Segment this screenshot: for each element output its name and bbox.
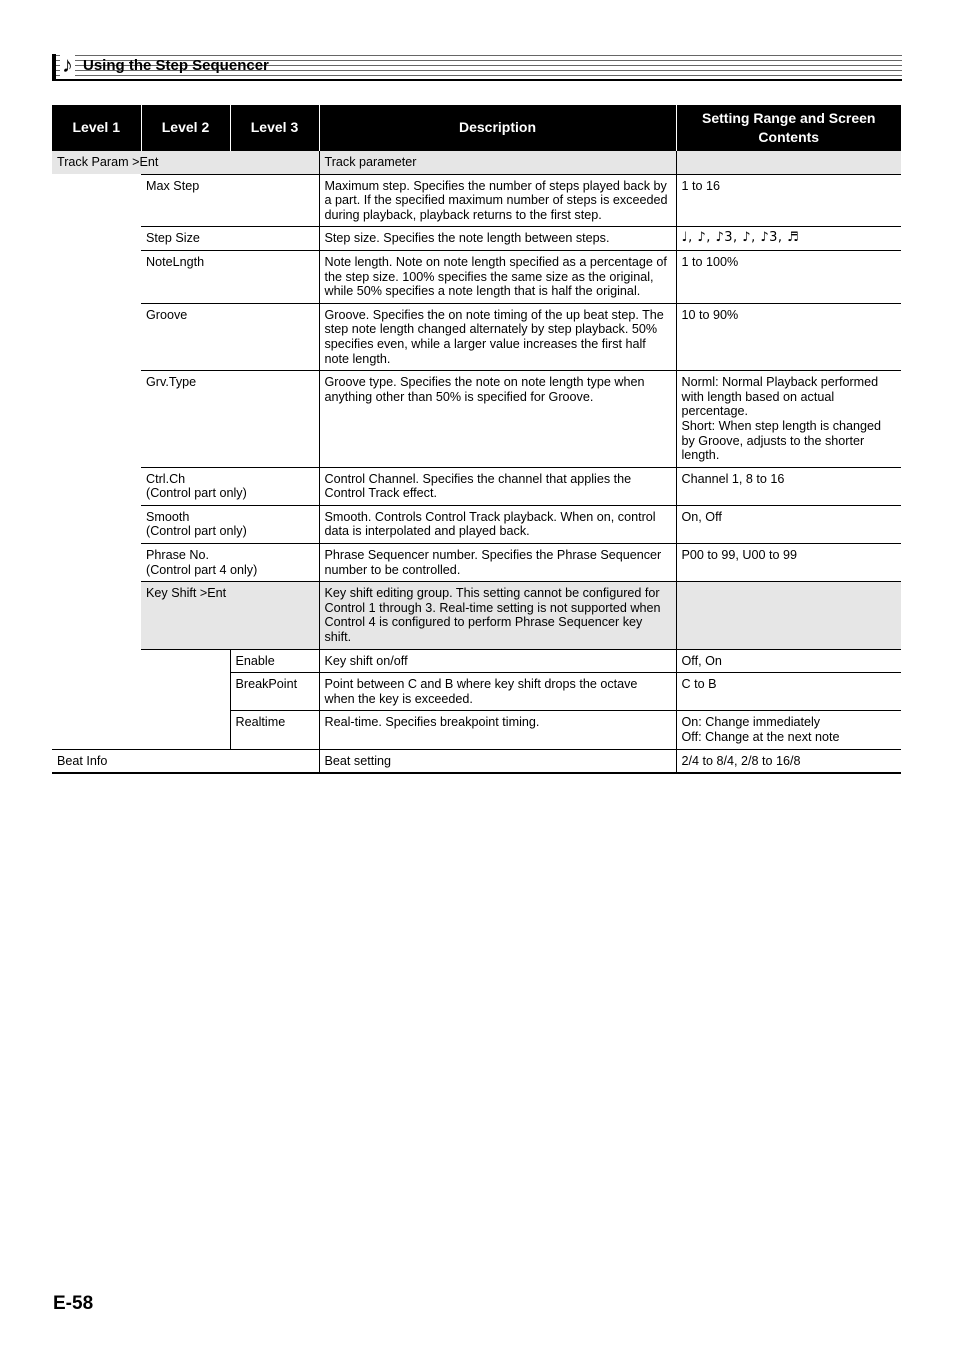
level1-cell: Beat Info <box>52 749 319 773</box>
level2-cell: Max Step <box>141 174 319 227</box>
table-row <box>52 303 901 370</box>
staff-bar <box>52 54 56 80</box>
range-cell: 1 to 100% <box>676 250 901 303</box>
level3-cell: Realtime <box>230 711 319 749</box>
col-header-level2: Level 2 <box>141 105 230 151</box>
table-row <box>52 227 901 251</box>
range-cell: C to B <box>676 673 901 711</box>
description-cell: Note length. Note on note length specified as a percentage of the step size. 100% specifies the same size as the original, while 50% specifies a note length that is half the original. <box>319 250 676 303</box>
page-number: E-58 <box>53 1293 94 1314</box>
col-header-description: Description <box>319 105 676 151</box>
level2-cell: NoteLngth <box>141 250 319 303</box>
description-cell: Control Channel. Specifies the channel that applies the Control Track effect. <box>319 467 676 505</box>
table-row <box>52 649 901 673</box>
level2-cell: Smooth (Control part only) <box>141 505 319 543</box>
range-cell: On: Change immediately Off: Change at the next note <box>676 711 901 749</box>
range-cell: Norml: Normal Playback performed with length based on actual percentage. Short: When step length is changed by Groove, adjusts to the shorter length. <box>676 371 901 468</box>
level3-cell: Enable <box>230 649 319 673</box>
description-cell: Real-time. Specifies breakpoint timing. <box>319 711 676 749</box>
description-cell: Track parameter <box>319 151 676 175</box>
description-cell: Groove. Specifies the on note timing of the up beat step. The step note length changed alternately by step playback. 50% specifies even, while a larger value increases the first half note length. <box>319 303 676 370</box>
table-row <box>52 371 901 468</box>
level2-cell: Grv.Type <box>141 371 319 468</box>
table-row <box>52 467 901 505</box>
table-row <box>52 673 901 711</box>
range-cell: Off, On <box>676 649 901 673</box>
col-header-range: Setting Range and Screen Contents <box>676 105 901 151</box>
description-cell: Point between C and B where key shift drops the octave when the key is exceeded. <box>319 673 676 711</box>
table-row <box>52 544 901 582</box>
range-cell: 1 to 16 <box>676 174 901 227</box>
range-cell: Channel 1, 8 to 16 <box>676 467 901 505</box>
level2-cell: Phrase No. (Control part 4 only) <box>141 544 319 582</box>
section-header <box>52 54 902 80</box>
description-cell: Phrase Sequencer number. Specifies the Phrase Sequencer number to be controlled. <box>319 544 676 582</box>
range-cell <box>676 582 901 649</box>
col-header-level3: Level 3 <box>230 105 319 151</box>
table-row <box>52 711 901 749</box>
description-cell: Key shift on/off <box>319 649 676 673</box>
level2-cell: Step Size <box>141 227 319 251</box>
level2-cell: Key Shift >Ent <box>141 582 319 649</box>
range-cell <box>676 151 901 175</box>
level2-cell: Ctrl.Ch (Control part only) <box>141 467 319 505</box>
table-row <box>52 151 901 175</box>
table-row <box>52 505 901 543</box>
table-header-row <box>52 105 901 151</box>
col-header-level1: Level 1 <box>52 105 141 151</box>
description-cell: Smooth. Controls Control Track playback. When on, control data is interpolated and played back. <box>319 505 676 543</box>
level3-cell: BreakPoint <box>230 673 319 711</box>
table-row <box>52 582 901 649</box>
parameter-table <box>52 105 901 774</box>
description-cell: Beat setting <box>319 749 676 773</box>
range-cell: On, Off <box>676 505 901 543</box>
section-title: Using the Step Sequencer <box>83 57 269 74</box>
range-cell: 2/4 to 8/4, 2/8 to 16/8 <box>676 749 901 773</box>
level2-cell: Groove <box>141 303 319 370</box>
description-cell: Groove type. Specifies the note on note length type when anything other than 50% is specified for Groove. <box>319 371 676 468</box>
range-cell: P00 to 99, U00 to 99 <box>676 544 901 582</box>
table-row <box>52 174 901 227</box>
description-cell: Key shift editing group. This setting cannot be configured for Control 1 through 3. Real-time setting is not supported when Control 4 is configured to perform Phrase Sequencer key shift. <box>319 582 676 649</box>
range-cell: ♩, ♪, ♪3, ♪, ♪3, ♬ <box>676 227 901 251</box>
table-row <box>52 749 901 773</box>
description-cell: Maximum step. Specifies the number of steps played back by a part. If the specified maximum number of steps is exceeded during playback, playback returns to the first step. <box>319 174 676 227</box>
description-cell: Step size. Specifies the note length between steps. <box>319 227 676 251</box>
table-row <box>52 250 901 303</box>
eighth-note-icon: ♪ <box>62 52 73 77</box>
range-cell: 10 to 90% <box>676 303 901 370</box>
level1-cell: Track Param >Ent <box>52 151 319 175</box>
